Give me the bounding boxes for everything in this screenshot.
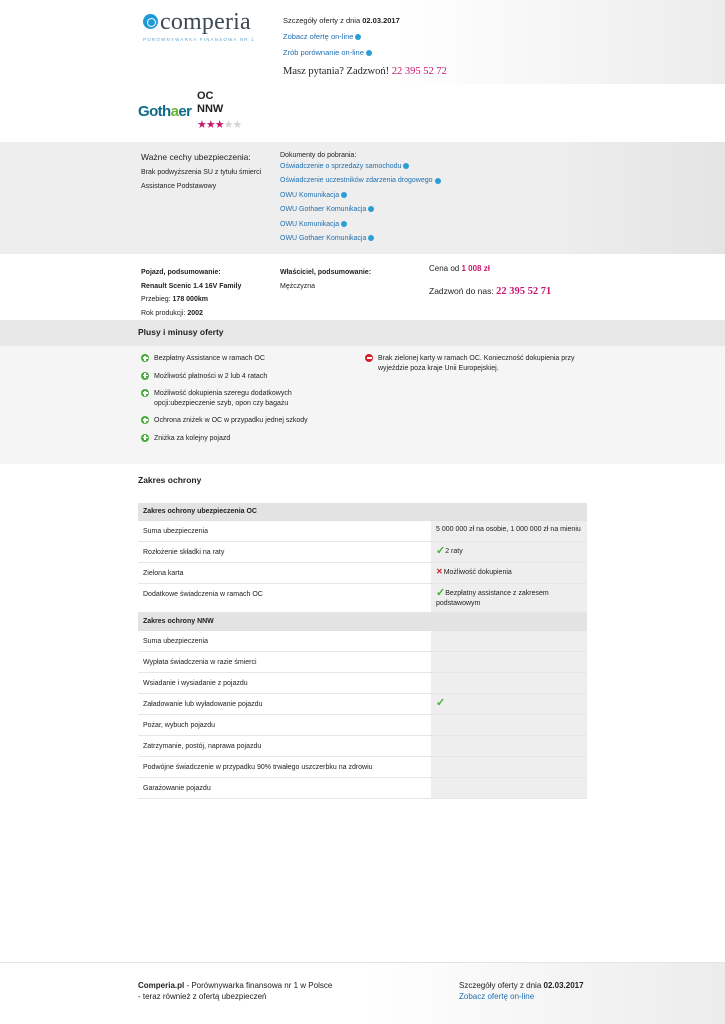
year-label: Rok produkcji: [141, 309, 186, 317]
footer-brand: Comperia.pl [138, 981, 185, 990]
page-footer [0, 962, 725, 1024]
summary-section [0, 254, 725, 320]
document-link[interactable]: OWU Komunikacja [280, 191, 340, 199]
pro-item [141, 354, 331, 364]
owner-summary-title: Właściciel, podsumowanie: [280, 269, 372, 276]
plus-icon [141, 354, 149, 362]
pro-text: Bezpłatny Assistance w ramach OC [154, 355, 265, 362]
check-icon: ✓ [436, 545, 446, 557]
pros-cons-body [0, 346, 725, 464]
coverage-value [431, 521, 587, 541]
comperia-logo-icon [143, 14, 158, 29]
pro-text: Zniżka za kolejny pojazd [154, 434, 231, 442]
cross-icon: ✕ [436, 567, 443, 576]
footer-line1: - Porównywarka finansowa nr 1 w Polsce [184, 981, 333, 990]
document-link[interactable]: Oświadczenie o sprzedaży samochodu [280, 163, 402, 170]
gothaer-logo-text-2: a [170, 103, 179, 120]
pro-text: Możliwość dokupienia szeregu dodatkowych opcji:ubezpieczenie szyb, opon czy bagażu [154, 390, 292, 407]
table-row [138, 652, 587, 673]
plus-icon [141, 416, 149, 424]
star-filled-icon: ★ [205, 119, 215, 131]
star-empty-icon: ★ [232, 119, 242, 131]
logo-tagline: PORÓWNYWARKA FINANSOWA NR 1 [143, 37, 255, 42]
pros-list [141, 354, 331, 451]
table-row [138, 521, 587, 542]
coverage-label: Podwójne świadczenie w przypadku 90% trwałego uszczerbku na zdrowiu [138, 757, 431, 777]
star-filled-icon: ★ [214, 119, 224, 131]
feature-item: Brak podwyższenia SU z tytułu śmierci [141, 169, 262, 176]
header-info [283, 13, 447, 80]
coverage-table [138, 503, 587, 799]
insurance-type-oc: OC [197, 90, 214, 102]
footer-offer-date: 02.03.2017 [543, 981, 584, 990]
coverage-value-text: Możliwość dokupienia [443, 569, 512, 576]
pro-text: Możliwość płatności w 2 lub 4 ratach [154, 372, 268, 380]
feature-item: Assistance Podstawowy [141, 183, 217, 190]
info-icon [341, 221, 347, 227]
info-icon [366, 50, 372, 56]
pro-item [141, 372, 331, 382]
price [429, 264, 490, 273]
coverage-label: Suma ubezpieczenia [138, 521, 431, 541]
coverage-label: Rozłożenie składki na raty [138, 542, 431, 562]
coverage-label: Pożar, wybuch pojazdu [138, 715, 431, 735]
documents-title: Dokumenty do pobrania: [280, 152, 357, 159]
footer-view-offer-link[interactable]: Zobacz ofertę on-line [459, 992, 535, 1001]
coverage-label: Zatrzymanie, postój, naprawa pojazdu [138, 736, 431, 756]
table-row [138, 694, 587, 715]
table-row [138, 736, 587, 757]
check-icon: ✓ [436, 697, 446, 709]
coverage-value [431, 715, 587, 735]
coverage-value [431, 757, 587, 777]
coverage-label: Garażowanie pojazdu [138, 778, 431, 798]
info-icon [355, 34, 361, 40]
insurer-block [0, 84, 725, 142]
offer-date [283, 13, 447, 29]
important-features [141, 152, 261, 194]
header-phone [283, 64, 447, 80]
price-label: Cena od [429, 264, 460, 273]
con-item [365, 354, 575, 373]
call-us-number[interactable]: 22 395 52 71 [496, 286, 552, 297]
coverage-value [431, 736, 587, 756]
owner-summary [280, 266, 371, 293]
table-row [138, 757, 587, 778]
footer-brand-text [138, 980, 332, 1002]
coverage-value [431, 542, 587, 562]
coverage-title: Zakres ochrony [138, 475, 202, 485]
logo-text: comperia [160, 9, 251, 35]
document-link[interactable]: Oświadczenie uczestników zdarzenia drogowego [280, 177, 433, 185]
plus-icon [141, 389, 149, 397]
info-icon [368, 235, 374, 241]
info-icon [341, 192, 347, 198]
coverage-value [431, 584, 587, 612]
call-us [429, 286, 551, 297]
table-row [138, 673, 587, 694]
check-icon: ✓ [436, 587, 446, 599]
coverage-value [431, 563, 587, 583]
table-row [138, 542, 587, 563]
compare-online-link[interactable]: Zrób porównanie on-line [283, 48, 364, 57]
offer-date-label: Szczegóły oferty z dnia [283, 16, 361, 25]
vehicle-model: Renault Scenic 1.4 16V Family [141, 282, 242, 290]
table-row [138, 584, 587, 613]
coverage-value [431, 673, 587, 693]
coverage-value [431, 631, 587, 651]
document-link[interactable]: OWU Gothaer Komunikacja [280, 235, 367, 243]
page-header [0, 0, 725, 84]
year-value: 2002 [187, 309, 203, 317]
coverage-label: Zielona karta [138, 563, 431, 583]
features-section [0, 142, 725, 254]
info-icon [368, 206, 374, 212]
coverage-label: Suma ubezpieczenia [138, 631, 431, 651]
plus-icon [141, 372, 149, 380]
coverage-label: Wsiadanie i wysiadanie z pojazdu [138, 673, 431, 693]
document-link[interactable]: OWU Gothaer Komunikacja [280, 206, 367, 214]
coverage-value-text: 5 000 000 zł na osobie, 1 000 000 zł na mieniu [436, 526, 581, 533]
documents-list [280, 152, 441, 246]
phone-number[interactable]: 22 395 52 72 [391, 66, 447, 77]
call-us-label: Zadzwoń do nas: [429, 286, 494, 296]
coverage-section-oc: Zakres ochrony ubezpieczenia OC [138, 503, 587, 521]
vehicle-summary [141, 266, 241, 320]
pros-cons-title: Plusy i minusy oferty [138, 327, 224, 337]
coverage-value [431, 652, 587, 672]
con-text: Brak zielonej karty w ramach OC. Konieczność dokupienia przy wyjeździe poza kraje Unii Europejskiej. [378, 355, 575, 372]
coverage-label: Wypłata świadczenia w razie śmierci [138, 652, 431, 672]
coverage-value [431, 694, 587, 714]
table-row [138, 778, 587, 799]
footer-offer-date-label: Szczegóły oferty z dnia [459, 981, 542, 990]
info-icon [435, 178, 441, 184]
gothaer-logo-text-1: Goth [138, 103, 171, 120]
phone-question: Masz pytania? Zadzwoń! [283, 66, 390, 77]
footer-line2: - teraz również z ofertą ubezpieczeń [138, 992, 267, 1001]
table-row [138, 715, 587, 736]
features-title: Ważne cechy ubezpieczenia: [141, 152, 251, 162]
pro-item [141, 416, 331, 426]
offer-date-value: 02.03.2017 [362, 16, 400, 25]
coverage-value-text: 2 raty [445, 548, 463, 555]
gothaer-logo-text-3: er [178, 103, 192, 120]
plus-icon [141, 434, 149, 442]
mileage-value: 178 000km [172, 296, 208, 303]
info-icon [403, 163, 409, 169]
view-offer-online-link[interactable]: Zobacz ofertę on-line [283, 32, 354, 41]
minus-icon [365, 354, 373, 362]
insurance-type [197, 90, 223, 116]
price-value: 1 008 zł [461, 264, 490, 273]
coverage-label: Załadowanie lub wyładowanie pojazdu [138, 694, 431, 714]
table-row [138, 631, 587, 652]
coverage-value-text: Bezpłatny assistance z zakresem podstawowym [436, 590, 549, 607]
cons-list [365, 354, 575, 381]
owner-gender: Mężczyzna [280, 282, 316, 290]
pro-item [141, 389, 331, 408]
star-empty-icon: ★ [223, 119, 233, 131]
pros-cons-header [0, 320, 725, 346]
mileage-label: Przebieg: [141, 296, 171, 303]
pro-text: Ochrona zniżek w OC w przypadku jednej szkody [154, 417, 308, 424]
insurance-type-nnw: NNW [197, 103, 224, 115]
pro-item [141, 434, 331, 444]
rating-stars [197, 118, 241, 131]
vehicle-summary-title: Pojazd, podsumowanie: [141, 269, 221, 276]
gothaer-logo [138, 103, 191, 120]
table-row [138, 563, 587, 584]
star-filled-icon: ★ [197, 119, 206, 131]
coverage-value [431, 778, 587, 798]
footer-offer-info [459, 980, 584, 1002]
document-link[interactable]: OWU Komunikacja [280, 220, 340, 228]
coverage-label: Dodatkowe świadczenia w ramach OC [138, 584, 431, 612]
coverage-section-nnw: Zakres ochrony NNW [138, 613, 587, 631]
